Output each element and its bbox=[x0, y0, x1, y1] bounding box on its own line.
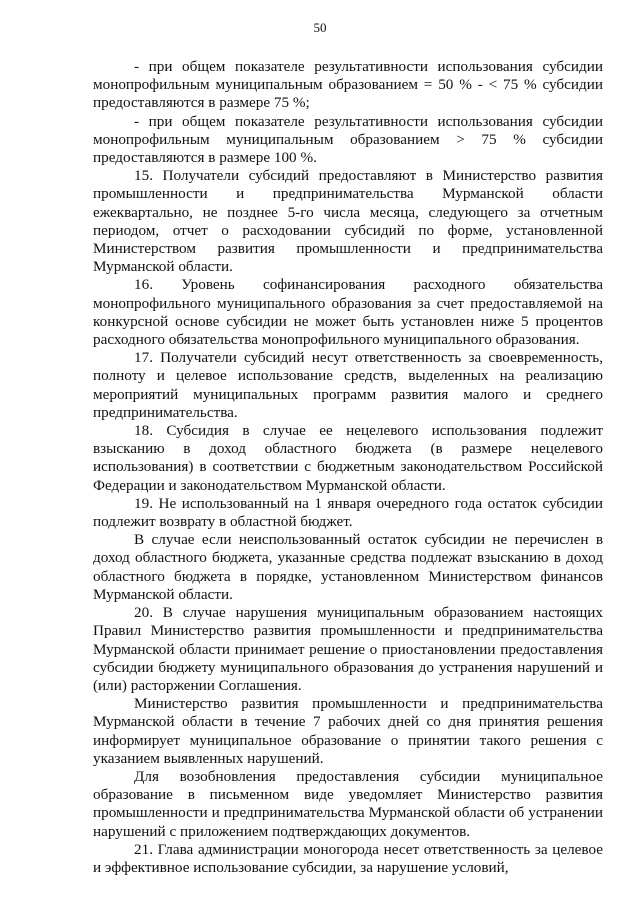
paragraph-20-notification: Министерство развития промышленности и предпринимательства Мурманской области в течение 7 рабочих дней со дня принятия решения информирует муниципальное образование о принятии такого решения с указанием выявленных нарушений. bbox=[93, 695, 603, 767]
paragraph-21: 21. Глава администрации моногорода несет ответственность за целевое и эффективное использование субсидии, за нарушение условий, bbox=[93, 840, 603, 876]
paragraph-16: 16. Уровень софинансирования расходного обязательства монопрофильного муниципального образования за счет предоставляемой на конкурсной основе субсидии не может быть установлен ниже 5 процентов расходного обязательства монопрофильного муниципального образования. bbox=[93, 276, 603, 349]
paragraph-18: 18. Субсидия в случае ее нецелевого использования подлежит взысканию в доход областного бюджета (в размере нецелевого использования) в соответствии с бюджетным законодательством Российской Федерации и законодательством Мурманской области. bbox=[93, 422, 603, 494]
page-number: 50 bbox=[313, 20, 327, 35]
document-body bbox=[93, 58, 603, 877]
paragraph-bullet-75: - при общем показателе результативности использования субсидии монопрофильным муниципальным образованием = 50 % - < 75 % субсидии предоставляются в размере 75 %; bbox=[93, 58, 603, 112]
paragraph-17: 17. Получатели субсидий несут ответственность за своевременность, полноту и целевое использование средств, выделенных на реализацию мероприятий муниципальных программ развития малого и среднего предпринимательства. bbox=[93, 349, 603, 421]
paragraph-20-resumption: Для возобновления предоставления субсидии муниципальное образование в письменном виде уведомляет Министерство развития промышленности и предпринимательства Мурманской области об устранении нарушений с приложением подтверждающих документов. bbox=[93, 767, 603, 840]
paragraph-19-continued: В случае если неиспользованный остаток субсидии не перечислен в доход областного бюджета, указанные средства подлежат взысканию в доход областного бюджета в порядке, установленном Министерством финансов Мурманской области. bbox=[93, 531, 603, 603]
paragraph-bullet-100: - при общем показателе результативности использования субсидии монопрофильным муниципальным образованием > 75 % субсидии предоставляются в размере 100 %. bbox=[93, 112, 603, 167]
paragraph-19: 19. Не использованный на 1 января очередного года остаток субсидии подлежит возврату в областной бюджет. bbox=[93, 494, 603, 531]
paragraph-20: 20. В случае нарушения муниципальным образованием настоящих Правил Министерство развития промышленности и предпринимательства Мурманской области принимает решение о приостановлении предоставления субсидии бюджету муниципального образования до устранения нарушений и (или) расторжении Соглашения. bbox=[93, 604, 603, 694]
paragraph-15: 15. Получатели субсидий предоставляют в Министерство развития промышленности и предпринимательства Мурманской области ежеквартально, не позднее 5-го числа месяца, следующего за отчетным периодом, отчет о расходовании субсидий по форме, установленной Министерством развития промышленности и предпринимательства Мурманской области. bbox=[93, 167, 603, 276]
